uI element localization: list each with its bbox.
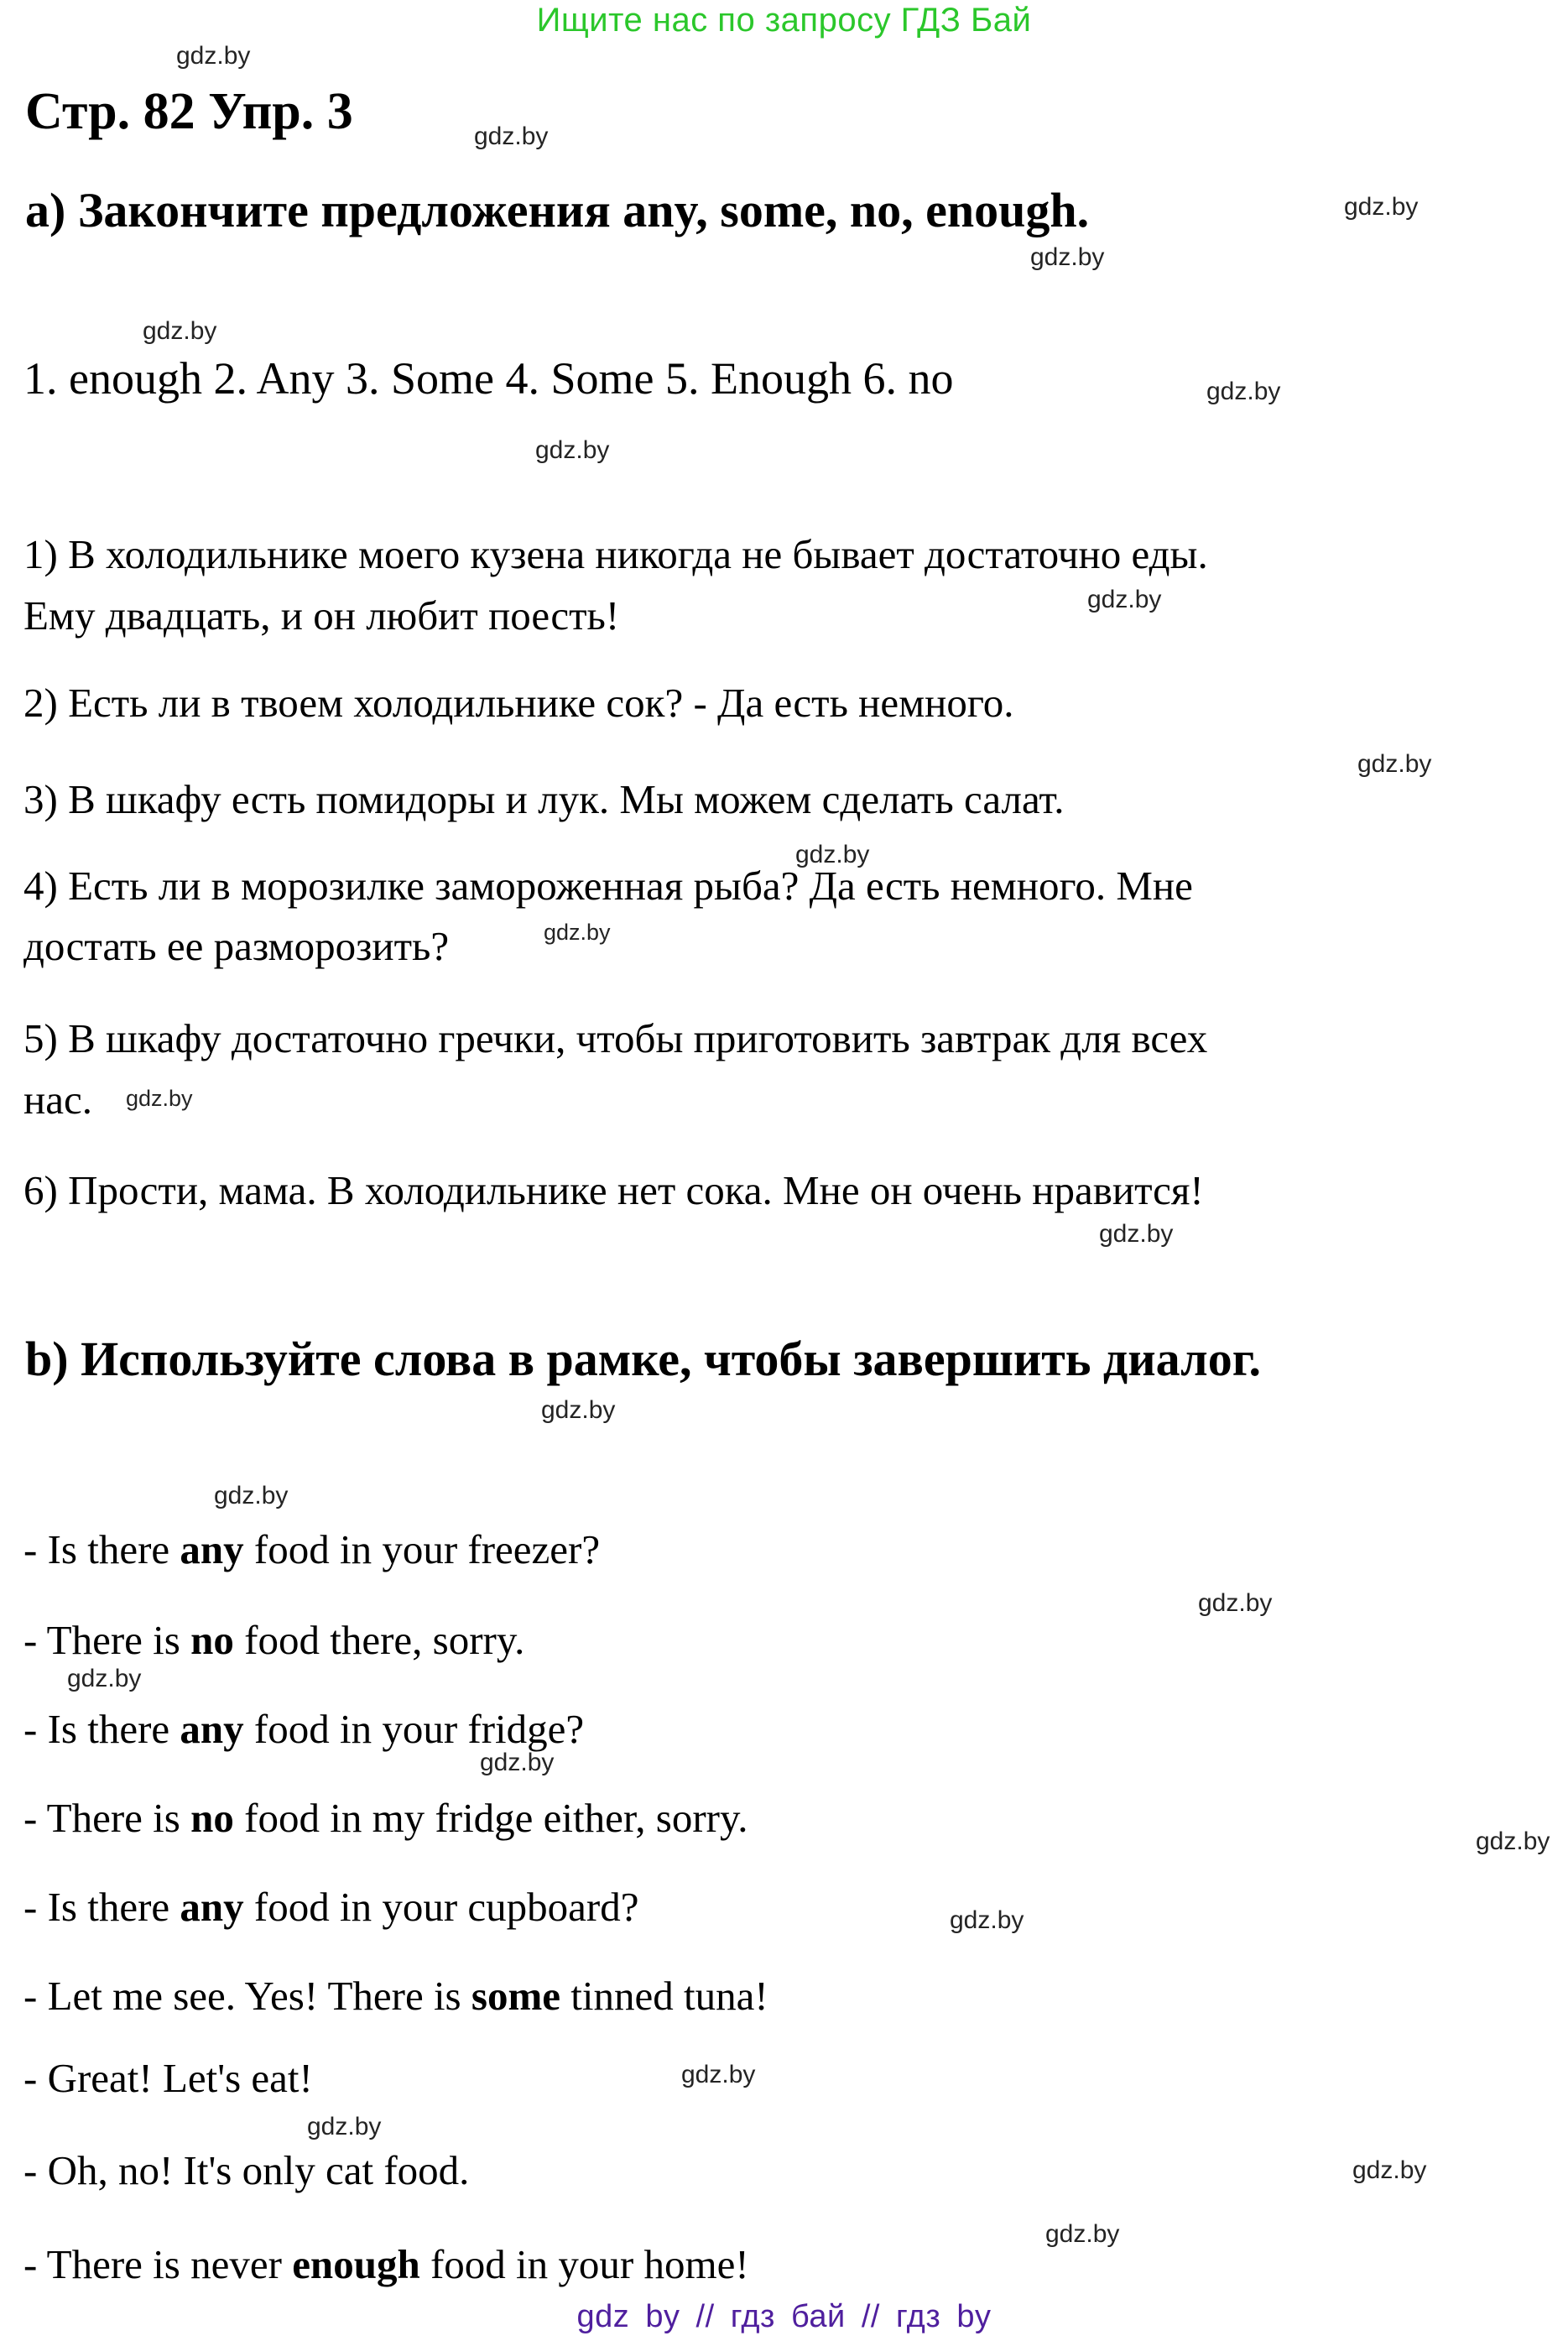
dialog-line — [23, 2149, 469, 2193]
gdz-watermark: gdz.by — [1087, 586, 1162, 613]
sentence-line: 5) В шкафу достаточно гречки, чтобы приготовить завтрак для всех — [23, 1015, 1208, 1061]
gdz-watermark: gdz.by — [544, 920, 611, 945]
dialog-text-run: food in your cupboard? — [243, 1884, 639, 1930]
footer-links: gdz by // гдз бай // гдз by — [576, 2299, 992, 2334]
gdz-watermark: gdz.by — [1352, 2156, 1427, 2184]
dialog-text-run: any — [180, 1526, 244, 1572]
dialog-text-run: - There is — [23, 1617, 191, 1663]
dialog-text-run: - There is — [23, 1795, 191, 1841]
gdz-watermark: gdz.by — [67, 1665, 142, 1692]
section-b-heading: b) Используйте слова в рамке, чтобы завершить диалог. — [25, 1332, 1261, 1386]
answers-line: 1. enough 2. Any 3. Some 4. Some 5. Enough 6. no — [23, 353, 954, 404]
dialog-text-run: food in your fridge? — [243, 1706, 585, 1752]
dialog-text-run: - There is never — [23, 2241, 293, 2287]
gdz-watermark: gdz.by — [214, 1482, 289, 1509]
dialog-text-run: no — [190, 1795, 234, 1841]
gdz-watermark: gdz.by — [1206, 378, 1281, 405]
gdz-watermark: gdz.by — [126, 1086, 193, 1111]
sentence-line: Ему двадцать, и он любит поесть! — [23, 592, 620, 639]
section-a-heading: a) Закончите предложения any, some, no, enough. — [25, 183, 1090, 237]
dialog-text-run: tinned tuna! — [560, 1973, 768, 2019]
dialog-line — [23, 1796, 748, 1841]
page-title: Стр. 82 Упр. 3 — [25, 83, 353, 140]
dialog-text-run: any — [180, 1884, 244, 1930]
dialog-text-run: - Is there — [23, 1706, 180, 1752]
dialog-line — [23, 1974, 768, 2019]
gdz-watermark: gdz.by — [681, 2061, 756, 2088]
sentence-line: 6) Прости, мама. В холодильнике нет сока. Мне он очень нравится! — [23, 1167, 1204, 1213]
gdz-watermark: gdz.by — [795, 841, 870, 868]
gdz-watermark: gdz.by — [950, 1906, 1024, 1934]
dialog-line — [23, 1885, 638, 1930]
dialog-text-run: any — [180, 1706, 244, 1752]
gdz-watermark: gdz.by — [1476, 1827, 1550, 1855]
sentence-line: 1) В холодильнике моего кузена никогда не бывает достаточно еды. — [23, 531, 1208, 577]
dialog-text-run: food in my fridge either, sorry. — [233, 1795, 748, 1841]
gdz-watermark: gdz.by — [1357, 750, 1432, 778]
gdz-watermark: gdz.by — [474, 123, 549, 150]
dialog-line — [23, 1708, 584, 1752]
gdz-watermark: gdz.by — [480, 1749, 555, 1776]
dialog-text-run: food in your home! — [419, 2241, 749, 2287]
dialog-line — [23, 2057, 313, 2101]
gdz-watermark: gdz.by — [1045, 2220, 1120, 2248]
sentence-line: 2) Есть ли в твоем холодильнике сок? - Да есть немного. — [23, 680, 1014, 726]
gdz-watermark: gdz.by — [1099, 1220, 1174, 1248]
gdz-watermark: gdz.by — [1198, 1589, 1273, 1617]
dialog-text-run: - Is there — [23, 1526, 180, 1572]
dialog-text-run: - Is there — [23, 1884, 180, 1930]
dialog-line — [23, 1619, 524, 1663]
dialog-text-run: no — [190, 1617, 234, 1663]
dialog-text-run: - Great! Let's eat! — [23, 2055, 313, 2101]
gdz-watermark: gdz.by — [176, 42, 251, 70]
gdz-watermark: gdz.by — [1030, 243, 1105, 271]
dialog-text-run: some — [471, 1973, 561, 2019]
gdz-watermark: gdz.by — [535, 436, 610, 464]
promo-banner: Ищите нас по запросу ГДЗ Бай — [536, 2, 1032, 39]
dialog-line — [23, 1528, 600, 1572]
dialog-text-run: food there, sorry. — [233, 1617, 525, 1663]
sentence-line: нас. — [23, 1077, 92, 1123]
dialog-text-run: food in your freezer? — [243, 1526, 601, 1572]
dialog-text-run: enough — [292, 2241, 420, 2287]
dialog-line — [23, 2243, 749, 2287]
dialog-text-run: - Oh, no! It's only cat food. — [23, 2147, 470, 2193]
gdz-watermark: gdz.by — [1344, 193, 1419, 221]
gdz-watermark: gdz.by — [143, 317, 217, 345]
dialog-text-run: - Let me see. Yes! There is — [23, 1973, 471, 2019]
sentence-line: достать ее разморозить? — [23, 923, 450, 969]
gdz-watermark: gdz.by — [541, 1396, 616, 1424]
sentence-line: 4) Есть ли в морозилке замороженная рыба? Да есть немного. Мне — [23, 863, 1193, 909]
gdz-watermark: gdz.by — [307, 2113, 382, 2140]
sentence-line: 3) В шкафу есть помидоры и лук. Мы можем сделать салат. — [23, 776, 1065, 822]
